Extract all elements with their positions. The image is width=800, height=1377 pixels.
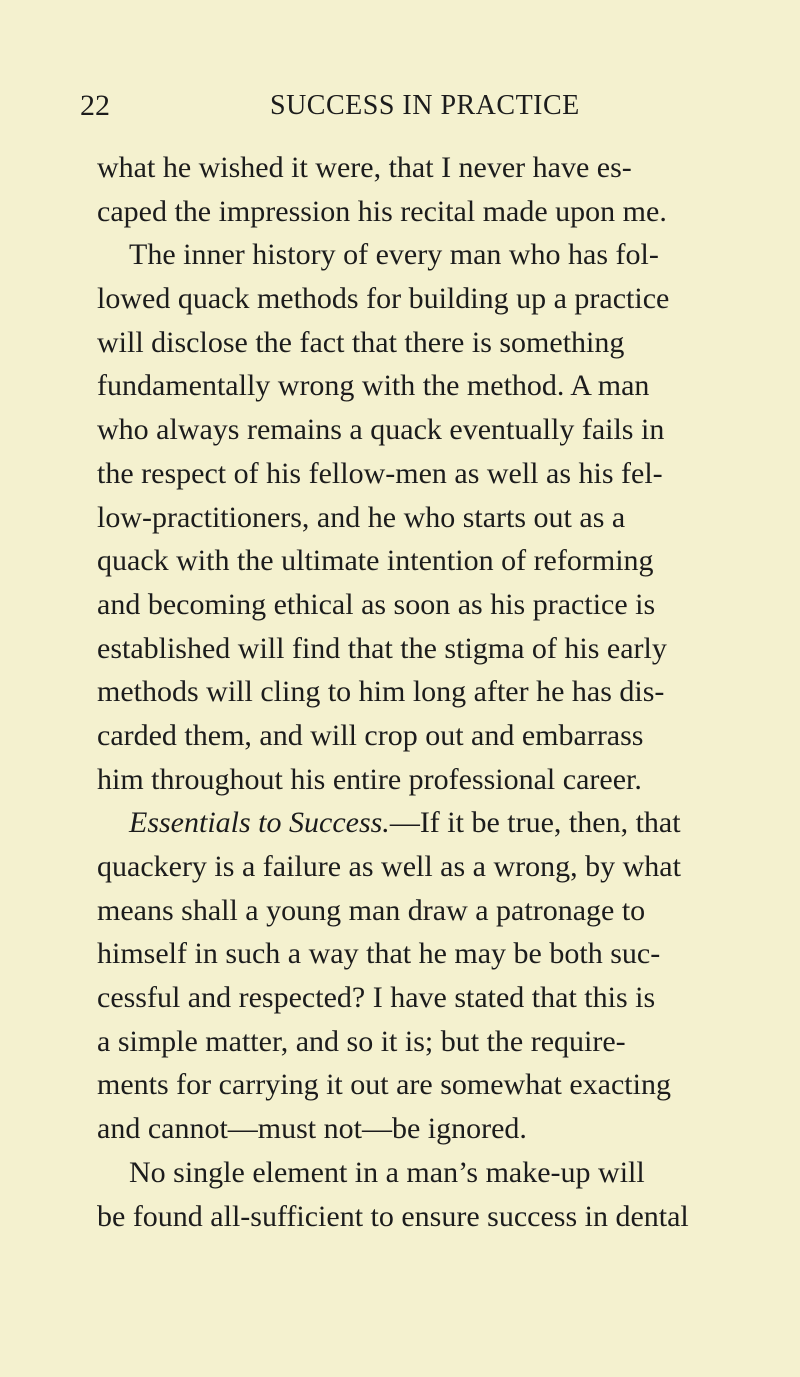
text-line: fundamentally wrong with the method. A man (97, 369, 650, 403)
page-number: 22 (80, 89, 110, 122)
text-line: established will find that the stigma of his early (97, 631, 667, 665)
text-line: be found all-sufficient to ensure success in dental (97, 1199, 689, 1233)
text-line: No single element in a man’s make-up will (129, 1155, 645, 1189)
running-head (80, 86, 740, 126)
text-line: and cannot—must not—be ignored. (97, 1112, 527, 1146)
text-line: The inner history of every man who has fol- (129, 238, 659, 272)
text-line: who always remains a quack eventually fails in (97, 413, 665, 447)
text-line: low-practitioners, and he who starts out as a (97, 500, 626, 534)
text-line: the respect of his fellow-men as well as his fel- (97, 456, 663, 490)
running-title: SUCCESS IN PRACTICE (270, 90, 580, 121)
text-line: lowed quack methods for building up a practice (97, 282, 670, 316)
text-line: quack with the ultimate intention of reforming (97, 544, 654, 578)
section-heading: Essentials to Success. (129, 806, 390, 840)
text-line: quackery is a failure as well as a wrong, by what (97, 850, 681, 883)
text-line: and becoming ethical as soon as his practice is (97, 587, 656, 621)
body-text (97, 146, 747, 1238)
text-line: cessful and respected? I have stated that this is (97, 981, 656, 1015)
text-line: himself in such a way that he may be both suc- (97, 937, 661, 971)
text-line: a simple matter, and so it is; but the require- (97, 1024, 626, 1058)
text-line: ments for carrying it out are somewhat exacting (97, 1068, 671, 1102)
section-first-line-rest: —If it be true, then, that (389, 806, 681, 840)
text-line: what he wished it were, that I never have es- (97, 151, 632, 184)
text-line: means shall a young man draw a patronage to (97, 893, 646, 927)
text-line: methods will cling to him long after he has dis- (97, 675, 665, 709)
text-line: carded them, and will crop out and embarrass (97, 718, 644, 752)
text-line: will disclose the fact that there is something (97, 325, 625, 359)
text-line: caped the impression his recital made upon me. (97, 194, 667, 228)
section-first-line (97, 801, 747, 845)
text-line: him throughout his entire professional career. (97, 762, 642, 796)
